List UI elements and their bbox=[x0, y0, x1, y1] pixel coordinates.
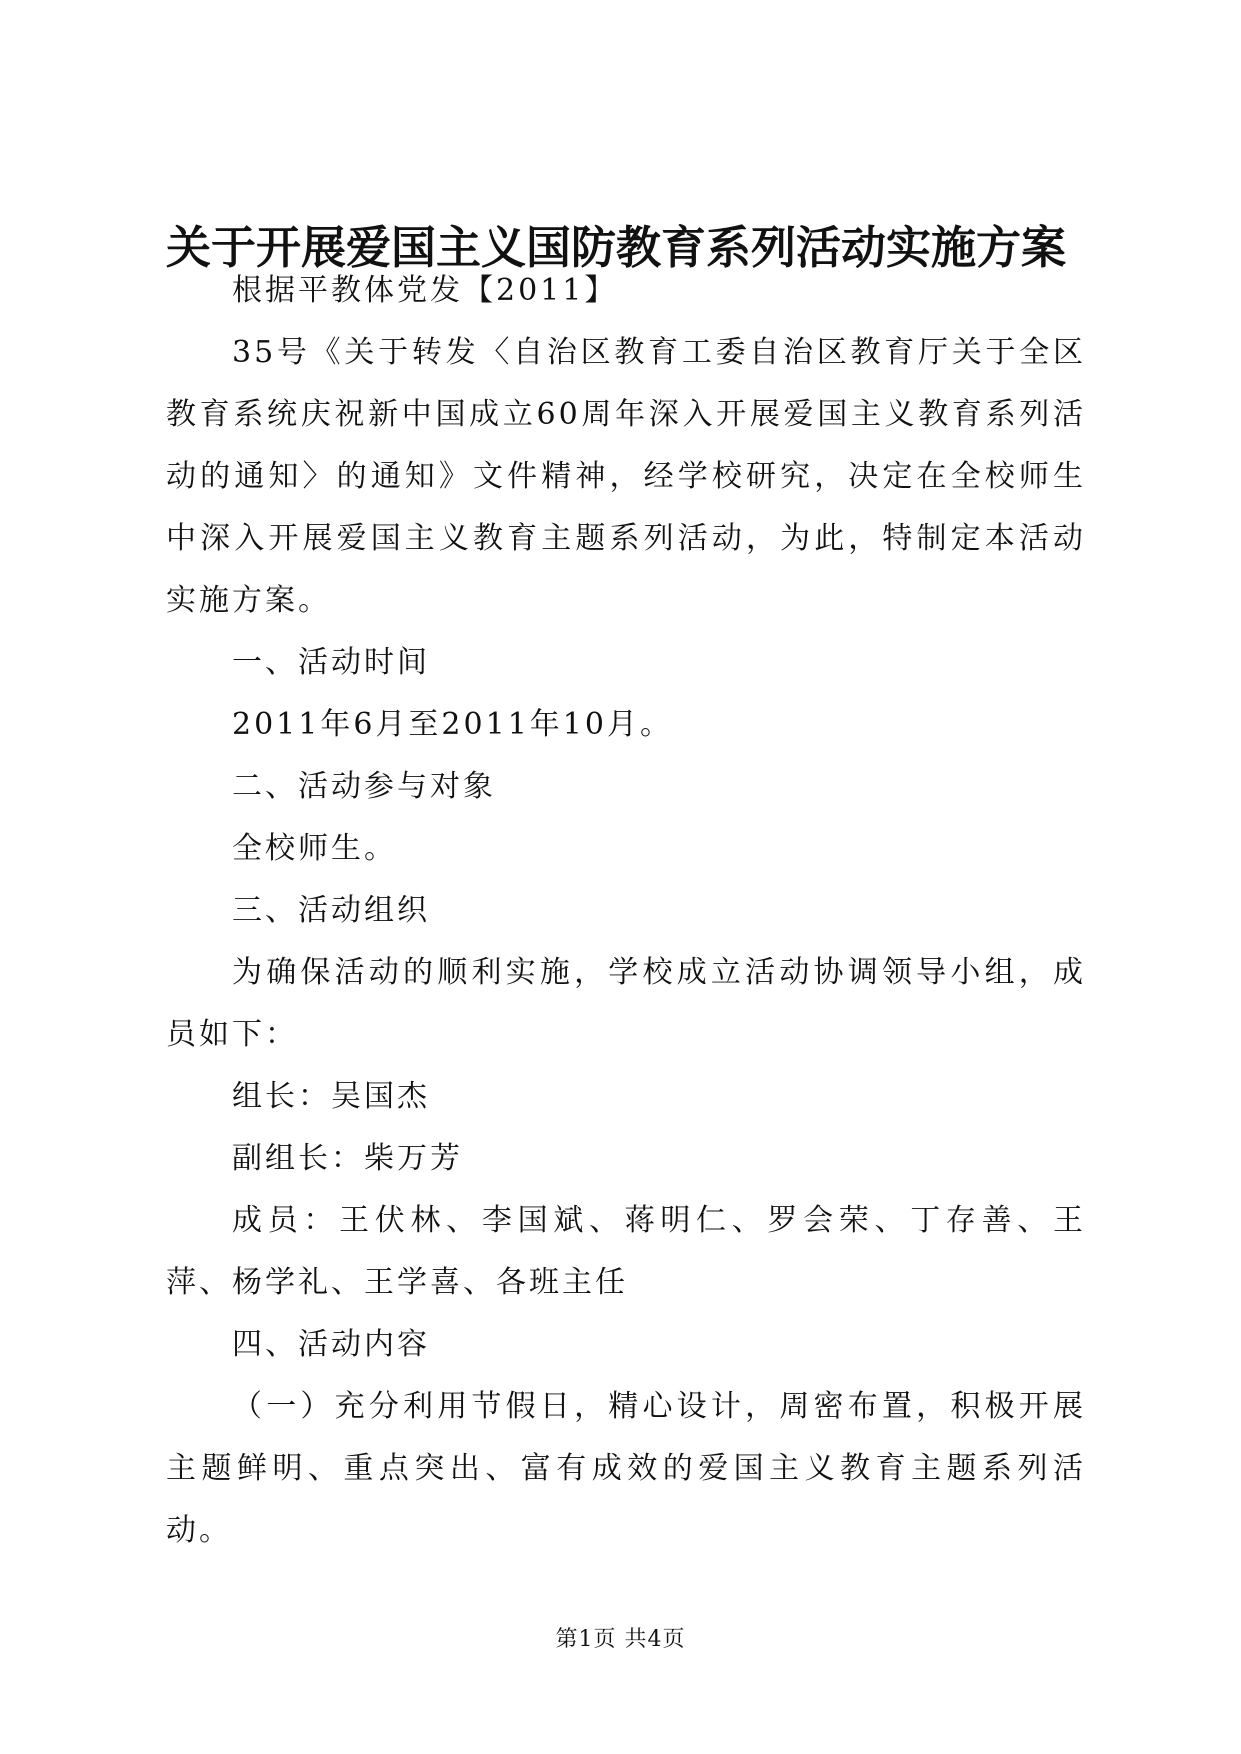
paragraph-organization: 为确保活动的顺利实施，学校成立活动协调领导小组，成员如下： bbox=[166, 955, 1086, 1052]
heading-activity-content: 四、活动内容 bbox=[232, 1327, 430, 1362]
document-body bbox=[166, 260, 1086, 1562]
paragraph-content-item-1: （一）充分利用节假日，精心设计，周密布置，积极开展主题鲜明、重点突出、富有成效的爱国主义教育主题系列活动。 bbox=[166, 1389, 1086, 1548]
paragraph-basis: 根据平教体党发【2011】 bbox=[232, 273, 618, 308]
heading-participants: 二、活动参与对象 bbox=[232, 769, 496, 804]
paragraph-activity-time: 2011年6月至2011年10月。 bbox=[232, 707, 673, 742]
paragraph-leader: 组长：吴国杰 bbox=[232, 1079, 430, 1114]
paragraph-intro: 35号《关于转发〈自治区教育工委自治区教育厅关于全区教育系统庆祝新中国成立60周年深入开展爱国主义教育系列活动的通知〉的通知》文件精神，经学校研究，决定在全校师生中深入开展爱国主义教育主题系列活动，为此，特制定本活动实施方案。 bbox=[166, 335, 1086, 618]
paragraph-deputy-leader: 副组长：柴万芳 bbox=[232, 1141, 463, 1176]
document-title: 关于开展爱国主义国防教育系列活动实施方案 bbox=[166, 221, 1067, 274]
page-number: 第1页 共4页 bbox=[555, 1627, 686, 1652]
heading-activity-time: 一、活动时间 bbox=[232, 645, 430, 680]
paragraph-participants: 全校师生。 bbox=[232, 831, 397, 866]
paragraph-members: 成员：王伏林、李国斌、蒋明仁、罗会荣、丁存善、王萍、杨学礼、王学喜、各班主任 bbox=[166, 1203, 1086, 1300]
heading-organization: 三、活动组织 bbox=[232, 893, 430, 928]
